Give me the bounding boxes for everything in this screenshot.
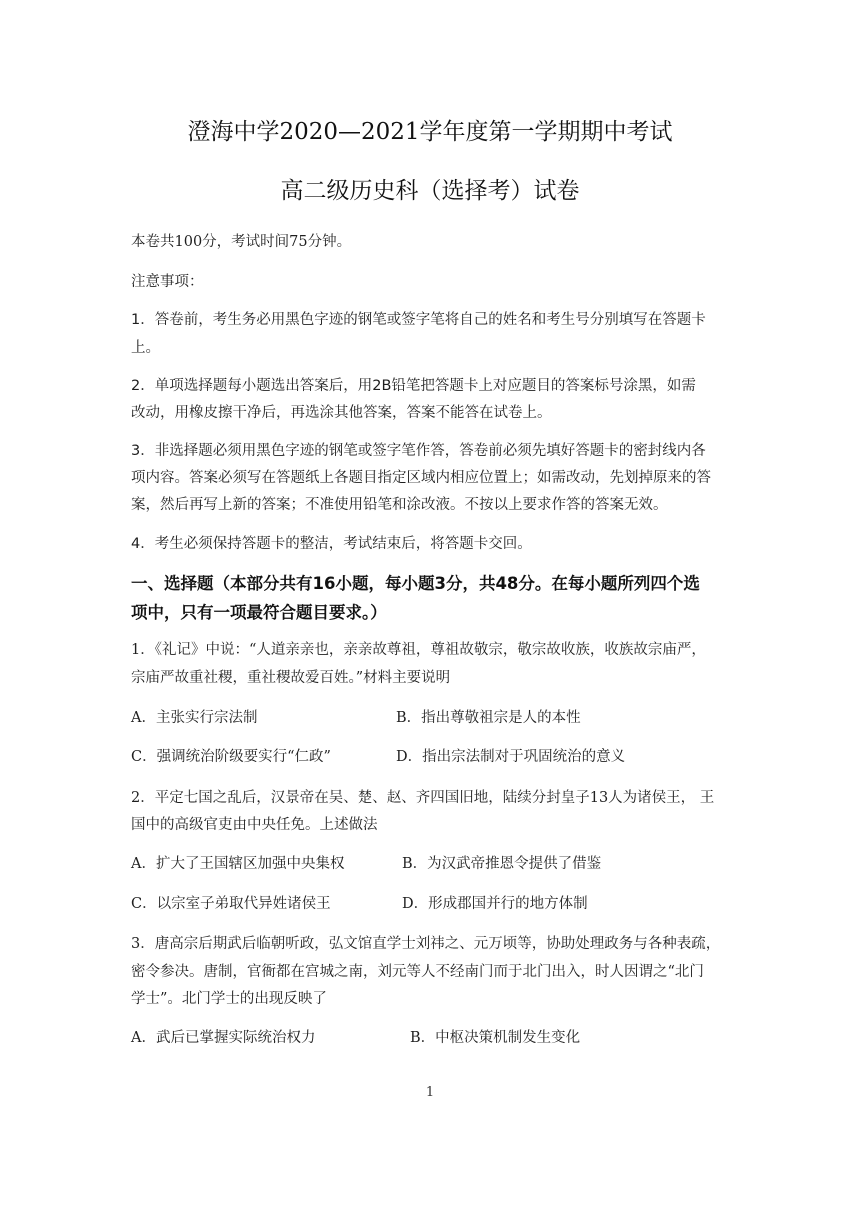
question-2-stem-line-1: 2．平定七国之乱后，汉景帝在吴、楚、赵、齐四国旧地，陆续分封皇子13人为诸侯王， 王 [131, 790, 715, 806]
notice-heading: 注意事项： [131, 274, 204, 290]
section-heading-line-1: 一、选择题（本部分共有16小题，每小题3分，共48分。在每小题所列四个选 [131, 574, 700, 593]
exam-title: 澄海中学2020—2021学年度第一学期期中考试 [187, 119, 673, 145]
exam-subtitle: 高二级历史科（选择考）试卷 [280, 178, 580, 204]
question-2-stem-line-2: 国中的高级官吏由中央任免。上述做法 [131, 817, 378, 833]
notice-3-line-2: 项内容。答案必须写在答题纸上各题目指定区域内相应位置上；如需改动，先划掉原来的答 [131, 470, 711, 486]
notice-3-line-1: 3．非选择题必须用黑色字迹的钢笔或签字笔作答，答卷前必须先填好答题卡的密封线内各 [131, 443, 706, 459]
section-heading-line-2: 项中，只有一项最符合题目要求。） [131, 603, 387, 622]
notice-1-line-2: 上。 [131, 340, 160, 356]
question-1-option-b: B．指出尊敬祖宗是人的本性 [396, 710, 581, 726]
page-number: 1 [425, 1085, 435, 1100]
question-3-stem-line-2: 密令参决。唐制，官衙都在宫城之南，刘元等人不经南门而于北门出入，时人因谓之“北门 [131, 964, 704, 980]
question-1-stem-line-1: 1．《礼记》中说：“人道亲亲也，亲亲故尊祖，尊祖故敬宗，敬宗故收族，收族故宗庙严， [131, 642, 706, 658]
notice-1-line-1: 1．答卷前，考生务必用黑色字迹的钢笔或签字笔将自己的姓名和考生号分别填写在答题卡 [131, 312, 706, 328]
question-2-option-c: C．以宗室子弟取代异姓诸侯王 [131, 896, 331, 912]
question-1-option-d: D．指出宗法制对于巩固统治的意义 [396, 749, 626, 765]
exam-info: 本卷共100分，考试时间75分钟。 [131, 234, 352, 250]
question-2-option-b: B．为汉武帝推恩令提供了借鉴 [402, 856, 602, 872]
question-1-option-c: C．强调统治阶级要实行“仁政” [131, 749, 331, 765]
notice-2-line-2: 改动，用橡皮擦干净后，再选涂其他答案，答案不能答在试卷上。 [131, 405, 552, 421]
notice-4-line-1: 4．考生必须保持答题卡的整洁，考试结束后，将答题卡交回。 [131, 536, 532, 552]
question-2-option-d: D．形成郡国并行的地方体制 [402, 896, 588, 912]
question-3-option-a: A．武后已掌握实际统治权力 [131, 1030, 316, 1046]
question-1-stem-line-2: 宗庙严故重社稷，重社稷故爱百姓。”材料主要说明 [131, 670, 451, 686]
question-3-stem-line-3: 学士”。北门学士的出现反映了 [131, 991, 327, 1007]
question-3-option-b: B．中枢决策机制发生变化 [410, 1030, 581, 1046]
question-1-option-a: A．主张实行宗法制 [131, 710, 258, 726]
notice-2-line-1: 2．单项选择题每小题选出答案后，用2B铅笔把答题卡上对应题目的答案标号涂黑，如需 [131, 378, 696, 394]
notice-3-line-3: 案，然后再写上新的答案；不准使用铅笔和涂改液。不按以上要求作答的答案无效。 [131, 497, 668, 513]
question-3-stem-line-1: 3．唐高宗后期武后临朝听政，弘文馆直学士刘祎之、元万顷等，协助处理政务与各种表疏， [131, 936, 721, 952]
question-2-option-a: A．扩大了王国辖区加强中央集权 [131, 856, 345, 872]
